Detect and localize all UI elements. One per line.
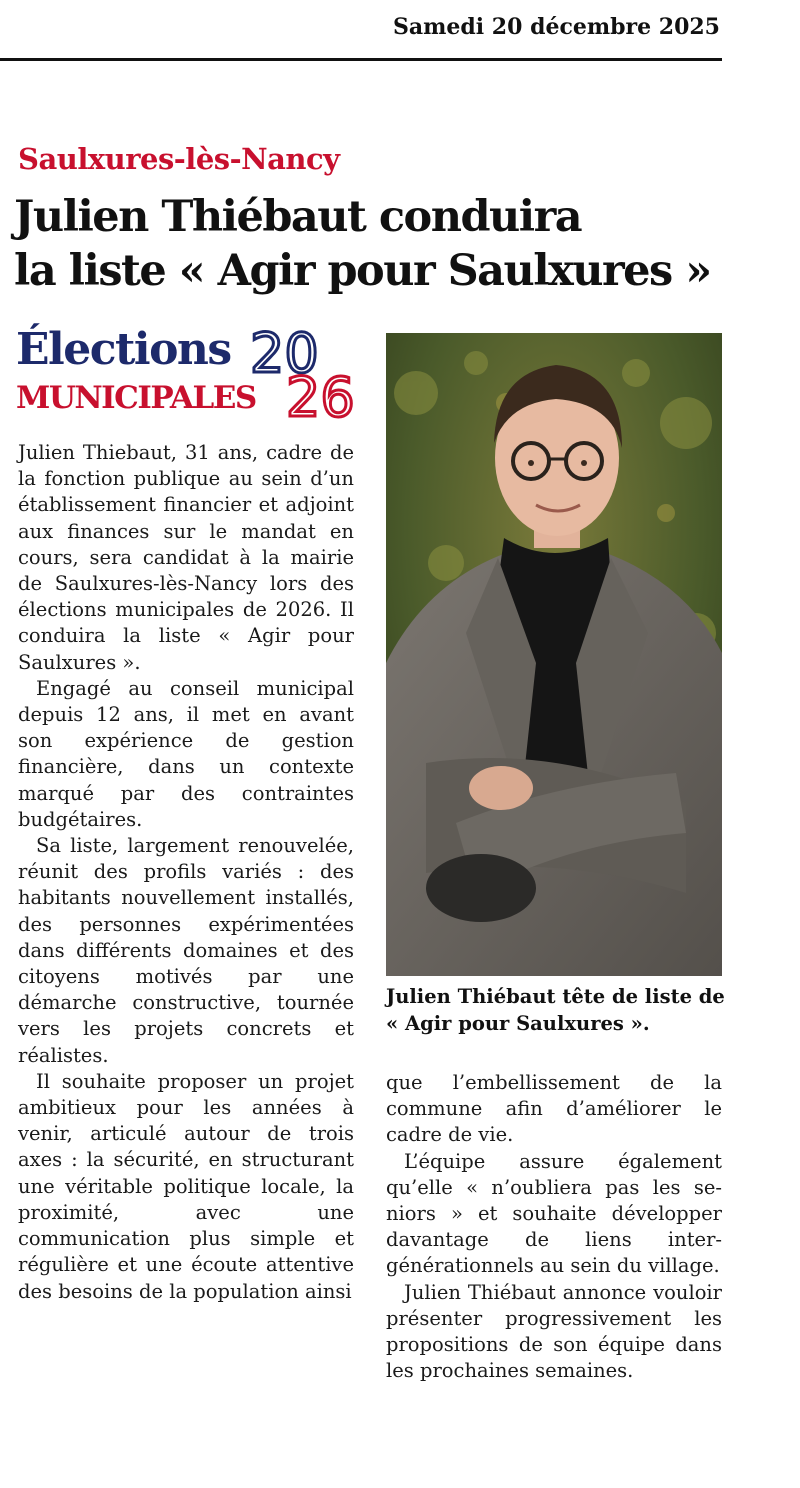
photo-caption: Julien Thiébaut tête de liste de « Agir pour Saulxures ». bbox=[386, 985, 725, 1035]
logo-year-mark bbox=[248, 316, 368, 420]
body-paragraph-continued: que l’embellissement de la commune afin d’améliorer le cadre de vie. bbox=[386, 1071, 722, 1147]
body-paragraph: L’équipe assure également qu’elle « n’oubliera pas les seniors » et souhaite développer davantage de liens intergénérationnels au sein du village. bbox=[386, 1149, 722, 1278]
elections-municipales-logo bbox=[14, 316, 364, 420]
article-headline bbox=[14, 190, 734, 298]
portrait-illustration bbox=[386, 333, 722, 976]
headline-line-1: Julien Thiébaut conduira bbox=[14, 192, 582, 242]
article-kicker: Saulxures-lès-Nancy bbox=[18, 142, 340, 176]
logo-word-elections: Élections bbox=[16, 324, 231, 375]
body-paragraph: Sa liste, largement renouvelée, réunit des profils variés : des habitants nouvellement installés, des personnes expérimentées dans différents domaines et des citoyens motivés par une démarche constructive, tournée vers les projets concrets et réalistes. bbox=[18, 834, 354, 1067]
portrait-photo bbox=[386, 333, 722, 976]
header-rule bbox=[0, 58, 722, 61]
headline-line-2: la liste « Agir pour Saulxures » bbox=[14, 246, 711, 296]
logo-year-top: 20 bbox=[250, 322, 319, 385]
logo-year-bottom: 26 bbox=[286, 366, 355, 420]
article-body-right-column bbox=[386, 1070, 722, 1384]
body-paragraph: Engagé au conseil municipal depuis 12 ans, il met en avant son expérience de gestion financière, dans un contexte marqué par des contraintes budgétaires. bbox=[18, 676, 354, 831]
publication-date: Samedi 20 décembre 2025 bbox=[392, 14, 720, 40]
article-body-left-column bbox=[18, 440, 354, 1305]
logo-word-municipales: MUNICIPALES bbox=[16, 380, 256, 416]
body-paragraph: Julien Thiébaut annonce vouloir présenter progressivement les propositions de son équipe dans les prochaines semaines. bbox=[386, 1280, 722, 1383]
body-paragraph: Julien Thiebaut, 31 ans, cadre de la fonction publique au sein d’un établissement financier et adjoint aux finances sur le mandat en cours, sera candidat à la mairie de Saulxures-lès-Nancy lors des élections municipales de 2026. Il conduira la liste « Agir pour Saulxures ». bbox=[18, 441, 354, 674]
body-paragraph: Il souhaite proposer un projet ambitieux pour les années à venir, articulé autour de trois axes : la sécurité, en structurant une véritable politique locale, la proximité, avec une communication plus simple et régulière et une écoute attentive des besoins de la population ainsi bbox=[18, 1069, 354, 1303]
